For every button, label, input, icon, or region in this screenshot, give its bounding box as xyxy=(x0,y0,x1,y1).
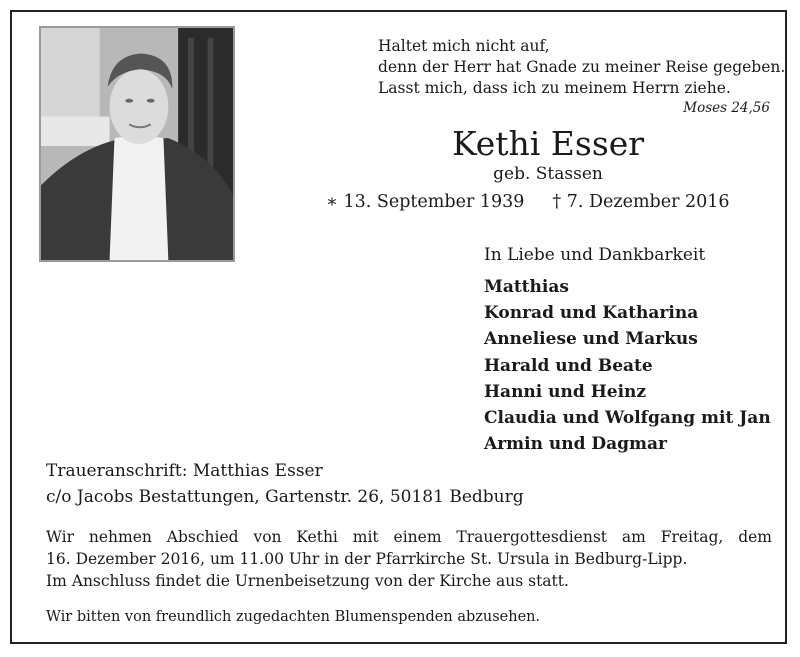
service-line: 16. Dezember 2016, um 11.00 Uhr in der Pfarrkirche St. Ursula in Bedburg-Lipp. xyxy=(46,550,688,568)
mourner-name: Claudia und Wolfgang mit Jan xyxy=(484,408,771,429)
mourner-name: Matthias xyxy=(484,277,569,297)
birth-date: ∗ 13. September 1939 xyxy=(326,192,525,212)
portrait-photo xyxy=(39,26,235,262)
poem xyxy=(378,36,786,99)
mourner-name: Armin und Dagmar xyxy=(484,434,667,455)
service-line: Im Anschluss findet die Urnenbeisetzung von der Kirche aus statt. xyxy=(46,572,569,590)
mourners-list xyxy=(484,274,771,457)
birth-name: geb. Stassen xyxy=(493,164,603,184)
death-date: † 7. Dezember 2016 xyxy=(552,192,730,212)
flowers-note: Wir bitten von freundlich zugedachten Blumenspenden abzusehen. xyxy=(46,609,541,625)
service-announcement xyxy=(46,526,772,592)
mourner-name: Anneliese und Markus xyxy=(484,329,698,350)
mourners-intro: In Liebe und Dankbarkeit xyxy=(484,245,706,265)
mourner-name: Hanni und Heinz xyxy=(484,381,647,402)
poem-source: Moses 24,56 xyxy=(683,100,770,116)
address-line: Traueranschrift: Matthias Esser xyxy=(46,461,323,481)
poem-line: denn der Herr hat Gnade zu meiner Reise gegeben. xyxy=(378,58,786,76)
poem-line: Haltet mich nicht auf, xyxy=(378,37,550,55)
service-line: Wir nehmen Abschied von Kethi mit einem Trauergottesdienst am Freitag, dem xyxy=(46,528,772,546)
mourner-name: Konrad und Katharina xyxy=(484,303,699,324)
poem-line: Lasst mich, dass ich zu meinem Herrn ziehe. xyxy=(378,79,731,97)
address-line: c/o Jacobs Bestattungen, Gartenstr. 26, 50181 Bedburg xyxy=(46,487,524,507)
life-dates xyxy=(326,192,746,212)
mourning-address xyxy=(46,458,524,510)
deceased-name: Kethi Esser xyxy=(451,124,645,163)
mourner-name: Harald und Beate xyxy=(484,355,653,376)
portrait-image xyxy=(41,28,233,260)
